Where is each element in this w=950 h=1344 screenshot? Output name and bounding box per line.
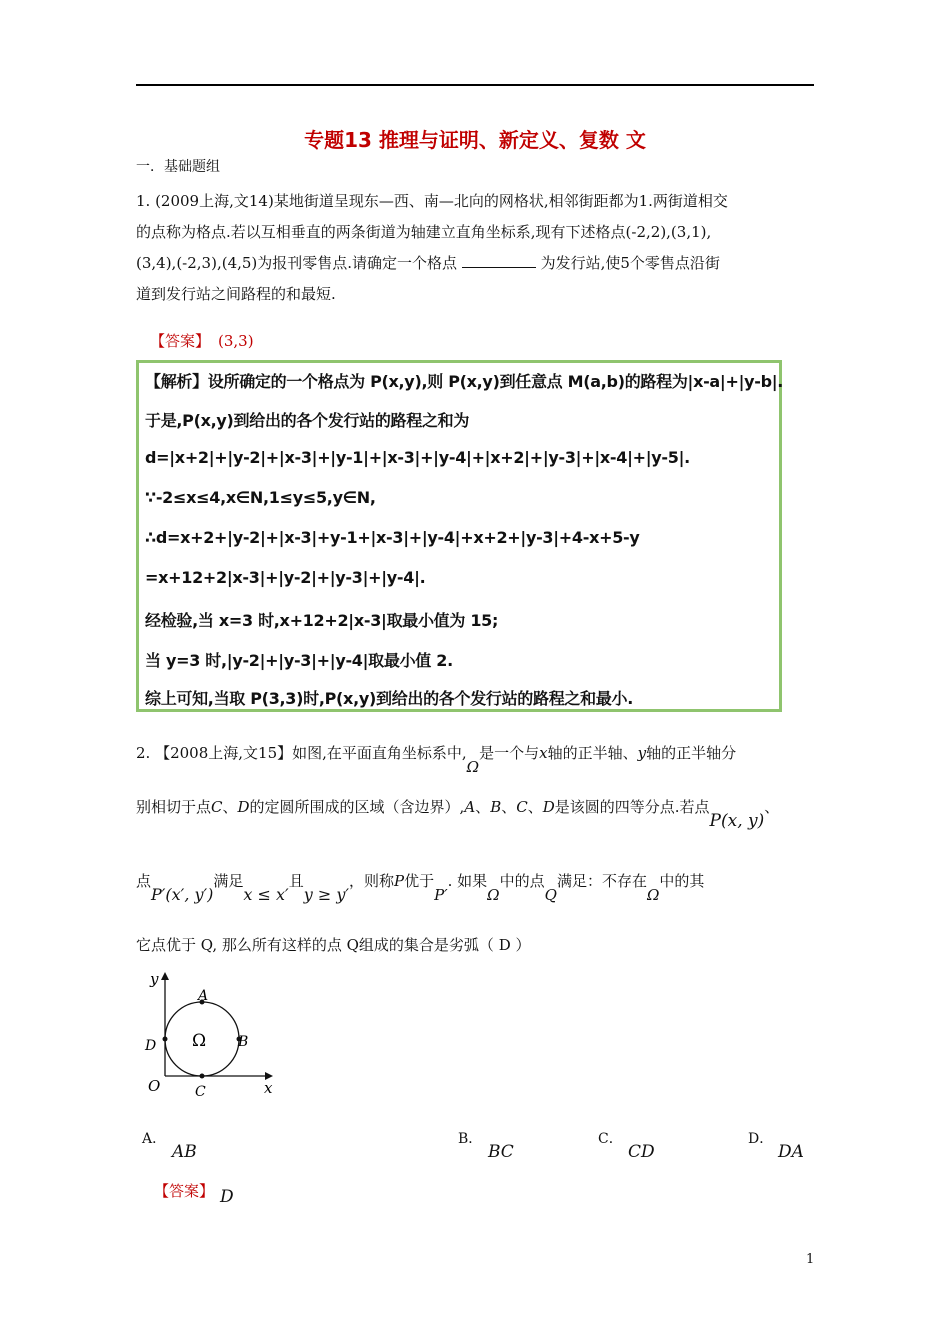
q2-text: 的定圆所围成的区域（含边界）,	[249, 798, 465, 816]
label-a: A	[198, 988, 209, 1004]
c-symbol: C	[516, 798, 528, 816]
option-d[interactable]	[748, 1128, 804, 1168]
arc-da: DA	[778, 1142, 804, 1162]
answer-value: D	[220, 1187, 234, 1207]
p-symbol: P	[394, 872, 405, 890]
x-axis-label: x	[264, 1079, 273, 1097]
q2-line4: 它点优于 Q, 那么所有这样的点 Q组成的集合是劣弧（ D ）	[136, 936, 531, 954]
option-letter: A．	[142, 1131, 167, 1147]
omega-symbol: Ω	[487, 886, 500, 904]
q2-text: 是该圆的四等分点.若点	[554, 798, 710, 816]
q2-text: 别相切于点	[136, 798, 212, 816]
analysis-line: d=|x+2|+|y-2|+|x-3|+|y-1|+|x-3|+|y-4|+|x+2|+|y-3|+|x-4|+|y-5|.	[145, 448, 690, 467]
analysis-line: ∴d=x+2+|y-2|+|x-3|+y-1+|x-3|+|y-4|+x+2+|y-3|+4-x+5-y	[145, 528, 640, 547]
point-p: P(x, y)	[709, 811, 765, 831]
b-symbol: B	[490, 798, 502, 816]
y-symbol: y	[637, 744, 647, 762]
c-symbol: C	[211, 798, 223, 816]
analysis-line: 【解析】设所确定的一个格点为 P(x,y),则 P(x,y)到任意点 M(a,b)的路程为|x-a|+|y-b|.	[145, 372, 784, 391]
q2-text: 优于	[404, 872, 435, 890]
answer-value: (3,3)	[218, 332, 254, 350]
label-omega: Ω	[192, 1031, 207, 1051]
d-symbol: D	[542, 798, 555, 816]
analysis-line: ∵-2≤x≤4,x∈N,1≤y≤5,y∈N,	[145, 488, 376, 507]
q1-line2: 的点称为格点.若以互相垂直的两条街道为轴建立直角坐标系,现有下述格点(-2,2),(3,1),	[136, 223, 712, 241]
option-a[interactable]	[142, 1128, 197, 1168]
q2-text: 是一个与	[479, 744, 540, 762]
y-axis-arrow	[161, 972, 169, 980]
q2-text: . 如果	[447, 872, 488, 890]
x-symbol: x	[539, 744, 548, 762]
q2-text: 2. 【2008上海,文15】如图,在平面直角坐标系中,	[136, 744, 467, 762]
q1-text	[136, 186, 816, 310]
analysis-line: =x+12+2|x-3|+|y-2|+|y-3|+|y-4|.	[145, 568, 426, 587]
q2-text: 中的点	[499, 872, 545, 890]
section-heading: 一．基础题组	[136, 159, 220, 175]
q2-text: 、	[764, 798, 780, 816]
q1-line1: 1. (2009上海,文14)某地街道呈现东—西、南—北向的网格状,相邻街距都为1.两街道相交	[136, 192, 728, 210]
q2-text: 轴的正半轴、	[547, 744, 638, 762]
q2-line2: 别相切于点C、D的定圆所围成的区域（含边界）,A、B、C、D是该圆的四等分点.若点P(x, y)、	[136, 798, 780, 831]
q-symbol: Q	[544, 886, 557, 904]
y-axis-label: y	[150, 970, 159, 988]
q2-text: 轴的正半轴分	[646, 744, 737, 762]
option-b[interactable]	[458, 1128, 514, 1168]
point-d	[163, 1037, 168, 1042]
analysis-box	[136, 360, 782, 712]
q1-answer	[150, 330, 254, 351]
omega-symbol: Ω	[646, 886, 660, 904]
analysis-line: 综上可知,当取 P(3,3)时,P(x,y)到给出的各个发行站的路程之和最小.	[145, 689, 633, 708]
point-p-prime: P′(x′, y′)	[151, 885, 214, 904]
point-c	[200, 1074, 205, 1079]
label-d: D	[145, 1038, 157, 1054]
arc-cd: CD	[628, 1142, 655, 1162]
q1-line3a: (3,4),(-2,3),(4,5)为报刊零售点.请确定一个格点	[136, 254, 458, 272]
q2-text: 中的其	[659, 872, 705, 890]
q1-line3	[136, 248, 816, 279]
answer-label: 【答案】	[154, 1182, 215, 1200]
header-rule	[136, 84, 814, 86]
omega-symbol: Ω	[466, 758, 480, 776]
option-letter: B．	[458, 1131, 483, 1147]
q1-answer-blank	[462, 253, 536, 268]
arc-ab: AB	[172, 1142, 197, 1162]
q2-text: 且	[288, 872, 304, 890]
label-b: B	[238, 1034, 249, 1050]
q2-line1	[136, 742, 816, 776]
origin-label: O	[148, 1077, 161, 1095]
analysis-line: 经检验,当 x=3 时,x+12+2|x-3|取最小值为 15;	[145, 611, 499, 630]
q2-text: 满足：不存在	[556, 872, 647, 890]
q1-line3b: 为发行站,使5个零售点沿街	[540, 254, 720, 272]
q2-text: 点	[136, 872, 152, 890]
q2-text: ，则称	[349, 872, 395, 890]
q2-text: 、	[222, 798, 238, 816]
q2-line3	[136, 870, 816, 904]
label-c: C	[195, 1084, 206, 1100]
option-c[interactable]	[598, 1128, 655, 1168]
arc-bc: BC	[488, 1142, 514, 1162]
q2-answer	[154, 1180, 234, 1207]
answer-label: 【答案】	[150, 332, 211, 350]
condition-y: y ≥ y′	[303, 885, 349, 904]
p-prime-symbol: P′	[434, 886, 448, 904]
q2-text: 满足	[213, 872, 244, 890]
option-letter: C．	[598, 1131, 623, 1147]
analysis-line: 当 y=3 时,|y-2|+|y-3|+|y-4|取最小值 2.	[145, 651, 453, 670]
condition-x: x ≤ x′	[243, 885, 289, 904]
option-letter: D．	[748, 1131, 774, 1147]
page-title: 专题13 推理与证明、新定义、复数 文	[304, 128, 646, 152]
circle-figure	[140, 966, 280, 1100]
q1-line4: 道到发行站之间路程的和最短.	[136, 285, 336, 303]
a-symbol: A	[464, 798, 476, 816]
d-symbol: D	[237, 798, 250, 816]
analysis-line: 于是,P(x,y)到给出的各个发行站的路程之和为	[145, 411, 470, 430]
page-number: 1	[806, 1252, 815, 1267]
